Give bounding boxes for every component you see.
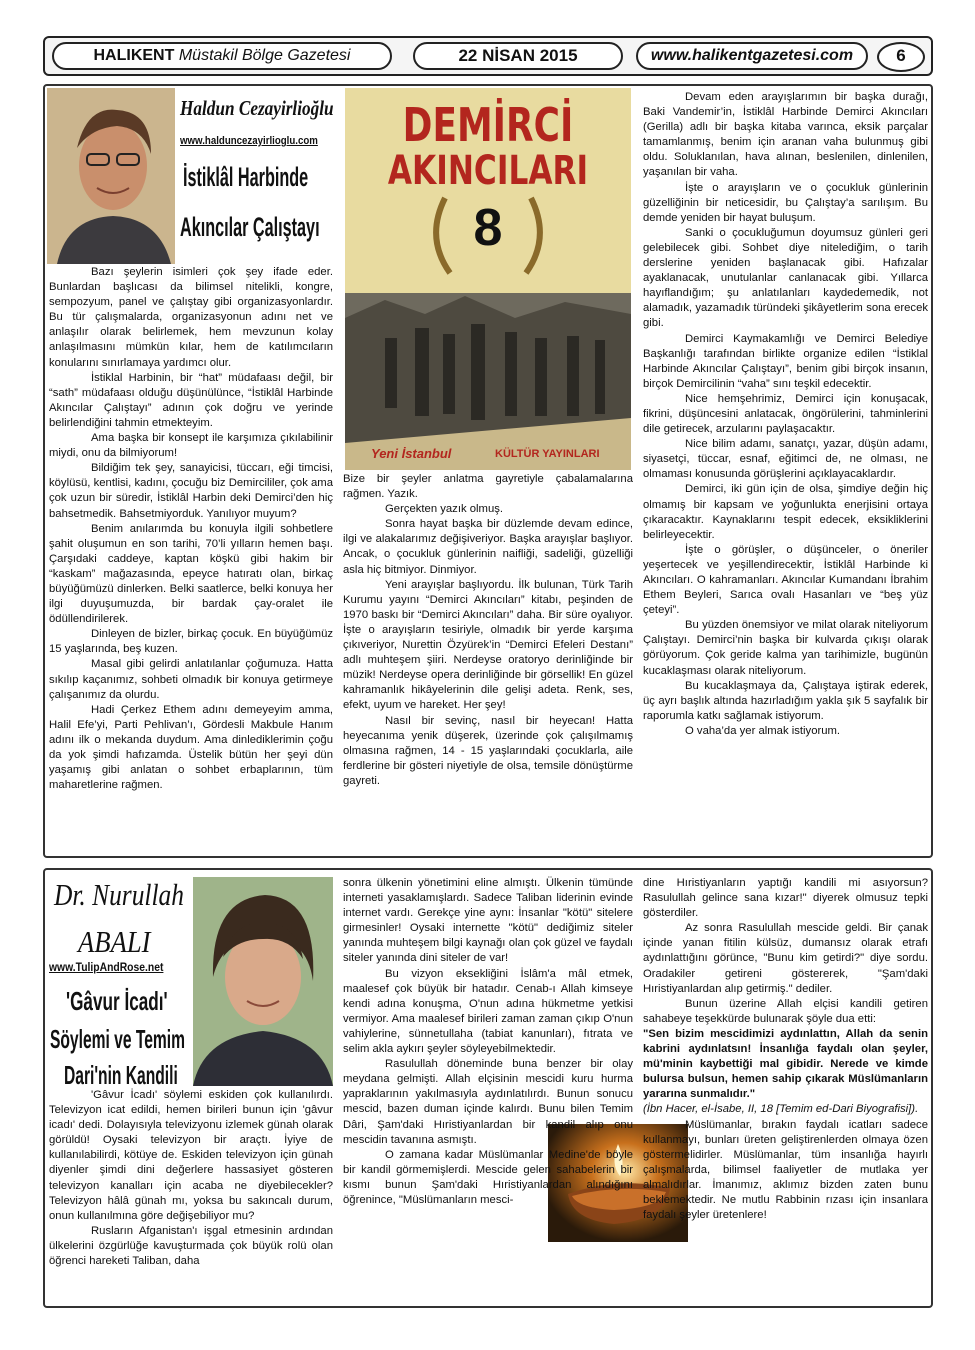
paragraph: Sonra hayat başka bir düzlemde devam edince, ilgi ve alakalarımız değişiveriyor. Başka arayışlar başlıyor. Ancak, o çocukluk günlerinin naifliği, sadeliği, güzelliği asla hiç bitmiyor. Dinmiyor. — [343, 518, 633, 576]
book-publisher: Yeni İstanbul — [371, 446, 452, 461]
paragraph: Bildiğim tek şey, sanayicisi, tüccarı, eği timcisi, köylüsü, kentlisi, kadını, çocuğu biz Demircililer, çok ama çok uzun bir süredir, İstiklâl Harbin deki Demirci’den hiç bahsetmedik. Bahsetmiyorduk. Yanılıyor muyum? — [49, 462, 333, 520]
paragraph: Ama başka bir konsept ile karşımıza çıkılabilinir miydi, onu da bilmiyorum! — [49, 432, 333, 460]
paragraph: Yeni arayışlar başlıyordu. İlk bulunan, Türk Tarih Kurumu yayını “Demirci Akıncıları” kitabı, peşinden de 1970 baskı bir “Demirci Akıncıları” daha. Bir süre oyalıyor. İşte o arayışların tesiriyle, olmadık bir yerde karşıma çıkıveriyor, Nurettin Özyürek’in “Demirci Efeleri Destanı” adlı muhteşem şiiri. Nerdeyse oratoryo derinliğinde bir müzik! Nerdeyse opera derinliğinde bir görsellik! En güzel kahramanlık hikâyelerinin dile gelişi adeta. Renk, ses, efekt, uyum ve hareket. Her şey! — [343, 578, 633, 712]
brand-subtitle: Müstakil Bölge Gazetesi — [178, 47, 351, 64]
book-title-line1: DEMİRCİ — [402, 98, 574, 152]
issue-date: 22 NİSAN 2015 — [413, 42, 623, 70]
paragraph: sonra ülkenin yönetimini eline almıştı. Ülkenin tümünde interneti yasaklamışlardı. Sadece Taliban liderinin evinde internet vardı. Gerekçe yine aynı: İnsanlar "kötü" sitelere girmesinler! Oysaki internette "kötü" dediğimiz siteler yanında muhteşem bilgi kaynağı olan çok güzel ve faydalı siteler yanında dini siteler de var! — [343, 877, 633, 965]
paragraph: Bu kucaklaşmaya da, Çalıştaya iştirak ederek, üç ayrı başlık altında hazırladığım yakla şık 5 sayfalık bir raporumla katkı sağlamak istiyorum. — [643, 679, 928, 722]
paragraph: Benim anılarımda bu konuyla ilgili sohbetlere şahit oluşumun en son tarihi, 70’li yılların hemen başı. Çarşıdaki caddeye, kaptan köşkü gibi hakim bir “kaskam” mağazasında, epeyce hatıratı olan, birkaç büyüğümüzü dinlerken. Belki saatlerce, belki konuya her ilgi duyuşumuzda, bir bardak çay-oralet ile ödüllendirilerek. — [49, 522, 333, 626]
paragraph: Dinleyen de bizler, birkaç çocuk. En büyüğümüz 15 yaşlarında, beş kuzen. — [49, 628, 333, 656]
paragraph: İstiklal Harbinin, bir “hat” müdafaası değil, bir “sath” müdafaası olduğu düşünülünce, “İstiklâl Harbinde Akıncılar Çalıştayı” adının çok doğru ve yerinde belirlendiğini tahmin etmekteyim. — [49, 371, 333, 429]
article1-column-3 — [643, 90, 928, 855]
paragraph: Demirci Kaymakamlığı ve Demirci Belediye Başkanlığı tarafından birlikte organize edilen “İstiklal Harbinde Akıncılar Çalıştayı”, benim gibi birçok insanın, birçok Demircilinin “vaha” sını teşkil edecektir. — [643, 332, 928, 390]
article1-column-2 — [343, 472, 633, 855]
article2-column-3 — [643, 876, 928, 1304]
book-number: 8 — [473, 199, 503, 257]
paragraph: Gerçekten yazık olmuş. — [385, 503, 504, 516]
brand-name: HALIKENT — [93, 47, 175, 64]
paragraph: Bu yüzden önemsiyor ve milat olarak niteliyorum Çalıştayı. Demirci’nin başka bir kulvarda çıkışı olarak görüyorum. Çok geride kalma yan tarihimizle, bugünün kucaklaşması olarak niteliyorum. — [643, 619, 928, 677]
paragraph: O zamana kadar Müslümanlar Medine'de böyle bir kandil görmemişlerdi. Mescide gelen sahabelerin bir kısmı bunun Şam'daki Hıristiyanlardan alındığını öğrenince, "Müslümanların mesci- — [343, 1148, 633, 1206]
citation: (İbn Hacer, el-İsabe, II, 18 [Temim ed-Dari Biyografisi]). — [643, 1103, 919, 1116]
article-title-line1: İstiklâl Harbinde — [183, 162, 309, 192]
author2-website[interactable]: www.TulipAndRose.net — [49, 962, 164, 974]
paragraph: 'Gâvur İcadı' söylemi eskiden çok kullanılırdı. Televizyon icat edildi, hemen birileri bunun için 'gâvur icadı' dedi. Dolayısıyla televizyonu izlemek günah olarak görüldü! Oysaki televizyon bir araçtı. İyiye de kullanılabilirdi, kötüye de. Eskiden televizyon için günah diyenler şimdi dini değerlere hassasiyet gösteren televizyon kanalları için acaba ne diyebilecekler? Televizyon hâlâ günah mı, yoksa bu sakıncalı durum, onun kullanılmına göre değişebiliyor mu? — [49, 1089, 333, 1222]
paragraph: Nasıl bir sevinç, nasıl bir heyecan! Hatta heyecanıma yenik düşerek, üzerinde çok çalışılmamış olmasına rağmen, 14 - 15 yaşlarındaki çocuklarla, aile ferdlerine bir gösteri niyetiyle de olsa, temsile dönüştürme gayreti. — [343, 714, 633, 787]
paragraph: Hadi Çerkez Ethem adını demeyeyim amma, Halil Efe’yi, Parti Pehlivan’ı, Gördesli Makbule Hanım adını ilk o mekanda duydum. Ama dinlediklerimin çoğu da yok şimdi hafızamda. Üstelik bütün her şeyi dün yaşamış gibi anlatan o sohbet erbaplarının, tüm maharetlerine rağmen. — [49, 703, 333, 792]
author-name: Haldun Cezayirlioğlu — [180, 96, 334, 120]
paragraph: Sanki o çocukluğumun doyumsuz günleri geri gelebilecek gibi. Sohbet diye nitelediğim, o tarih derslerine yeniden başlanacak gibi. Hafızalar ayaklanacak, unutulanlar canlanacak gibi. Yıllarca hayıflandığım; şu anlatılanları kaydedemedik, not alamadık, yazamadık türündeki şikâyetlerim sona erecek gibi. — [643, 226, 928, 330]
author2-name-line2: ABALI — [78, 924, 151, 959]
website-link[interactable]: www.halikentgazetesi.com — [636, 42, 868, 70]
paragraph: İşte o arayışların ve o çocukluk günlerinin güzelliğinin bir neticesidir, bu Çalıştay’a sarılışım. Bu demde yeniden bir hayat buluşum. — [643, 181, 928, 224]
paragraph: Bize bir şeyler anlatma gayretiyle çabalamalarına rağmen. Yazık. — [343, 473, 633, 501]
paragraph: Rasulullah döneminde buna benzer bir olay meydana gelmişti. Allah elçisinin mescidi kuru hurma yapraklarının yakılmasıyla aydınlatılırdı. Bunun sonucu mescid, bazen duman içinde kalırdı. Bunu bilen Temim Dâri, Şam'daki Hıristiyanlardan bir kandil alıp onu mescidin tavanına asmıştı. — [343, 1058, 633, 1146]
article1-column-1 — [49, 265, 333, 855]
author2-name-block — [50, 876, 186, 924]
paragraph: Nice hemşehrimiz, Demirci için konuşacak, fikrini, düşüncesini anlatacak, öngörülerini, tahminlerini dile getirecek, arzularını paylaşacaktır. — [643, 392, 928, 436]
paragraph: Devam eden arayışlarımın bir başka durağı, Baki Vandemir’in, İstiklâl Harbinde Demirci Akıncıları (Gerilla) adlı bir başka kitaba varınca, eksik parçalar tamamlanmış, benim için aranan vaha bulunmuş gibi oldu. Soluklanılan, hava alınan, beslenilen, dinlenilen, yaşanılan bir vaha. — [643, 91, 928, 179]
portrait-icon — [47, 88, 175, 264]
paragraph: İşte o görüşler, o düşünceler, o öneriler yeşertecek ve yeşillendirecektir, İstiklâl Harbinde ki Akıncıları. O kahramanları. Akıncılar Kumandanı İbrahim Ethem Beyleri, Sarıca ovalı Hasanları ve “beş yüz çeteyi”. — [643, 543, 928, 617]
paragraph: Bunun üzerine Allah elçisi kandili getiren sahabeye teşekkürde bulunarak şöyle dua etti: — [643, 997, 928, 1025]
hadith-quote: "Sen bizim mescidimizi aydınlattın, Allah da senin kabrini aydınlatsın! İnsanlığa faydalı olan şeyler, mü'minin kaybettiği mal gibidir. Nerede ve kimde bulursa bulsun, hemen sahip çıkarak Müslümanların yararına sunmalıdır." — [643, 1027, 928, 1101]
paragraph: dine Hıristiyanların yaptığı kandili mi asıyorsun? Rasulullah gelince sana kızar!" diyerek olmusuz tepki gösterdiler. — [643, 877, 928, 920]
article2-title-line2: Söylemi ve Temim — [50, 1024, 185, 1054]
author-photo-abali — [193, 877, 333, 1086]
paragraph: Az sonra Rasulullah mescide geldi. Bir çanak içinde yanan fitilin külsüz, dumansız olarak etrafı aydınlattığını görünce, "Bunu kim getirdi?" diye sordu. Oradakiler getireni göstererek, "Şam'daki Hıristiyanlardan alıp getirmiş." dediler. — [643, 922, 928, 995]
article-title-line2: Akıncılar Çalıştayı — [180, 212, 320, 242]
paragraph: Nice bilim adamı, sanatçı, yazar, düşün adamı, siyasetçi, tüccar, esnaf, eğitimci de, ne olması, ne olmaması konusunda görüşlerini açıklayacaklardır. — [643, 438, 928, 481]
paragraph: Demirci, iki gün için de olsa, şimdiye değin hiç olmamış bir kapsam ve yoğunlukta enerjisini ortaya çıkaracaktır. Kaynaklarını tespit edecek, eksikliklerini belirleyecektir. — [643, 483, 928, 541]
paragraph: Bu vizyon eksekliğini İslâm'a mâl etmek, maalesef çok büyük bir hatadır. Cenab-ı Allah kimseye kendi adına konuşma, O'nun adına hükmetme yetkisi vermiyor. Ama maalesef birileri zaman zaman çıkıp O'nun vahiylerine, sünnetullaha (tabiat kanunları), fıtrata ve selim akla aykırı şeyler söyleyebilmektedir. — [343, 967, 633, 1056]
paragraph: Masal gibi gelirdi anlatılanlar çoğumuza. Hatta sıkılıp kaçanımız, sohbeti olmadık bir konuya getirmeye çalışanımız da olurdu. — [49, 658, 333, 701]
paragraph: Rusların Afganistan'ı işgal etmesinin ardından ülkelerini özgürlüğe kavuşturmada çok büyük rolü olan öğrenci hareketi Taliban, daha — [49, 1224, 333, 1268]
book-series: KÜLTÜR YAYINLARI — [495, 448, 600, 460]
article2-title-line3: Dari'nin Kandili — [64, 1060, 178, 1090]
paragraph: Bazı şeylerin isimleri çok şey ifade eder. Bunlardan başlıcası da bilimsel nitelikli, kongre, sempozyum, panel ve çalıştay gibi organizasyonlardır. Bu tür çalışmalarda, organizasyonun adını net ve anlaşılır olarak belirlemek, hem mevzunun kolay anlaşılmasını mümkün kılar, hem de katılımcıların konularını sınırlamaya yardımcı olur. — [49, 266, 333, 369]
article2-column-1 — [49, 1088, 333, 1304]
author-website[interactable]: www.haldunсezayirlioglu.com — [180, 135, 318, 147]
article2-title-line1: 'Gâvur İcadı' — [66, 986, 168, 1016]
paragraph: Müslümanlar, bırakın faydalı icatları sadece kullanmayı, bunları üreten geliştirenlerden olmaya özen göstermelidirler. Müslümanlar, tüm insanlığa hayırlı çalışmalarda, bilimsel faaliyetler de mutlaka yer almalıdırlar. İmanımız, aklımız bizden zaten bunu beklemektedir. Ne mutlu Rabbinin rızası için insanlara faydalı şeyler üretenlere! — [643, 1118, 928, 1222]
portrait-icon — [193, 877, 333, 1086]
author2-name-line1: Dr. Nurullah — [54, 877, 184, 912]
book-title-line2: AKINCILARI — [387, 148, 589, 194]
masthead-title — [52, 42, 392, 70]
paragraph: O vaha’da yer almak istiyorum. — [685, 724, 841, 737]
author-photo-haldun — [47, 88, 175, 264]
article2-column-2 — [343, 876, 633, 1304]
book-cover-image — [345, 88, 631, 470]
page-number: 6 — [877, 42, 925, 72]
